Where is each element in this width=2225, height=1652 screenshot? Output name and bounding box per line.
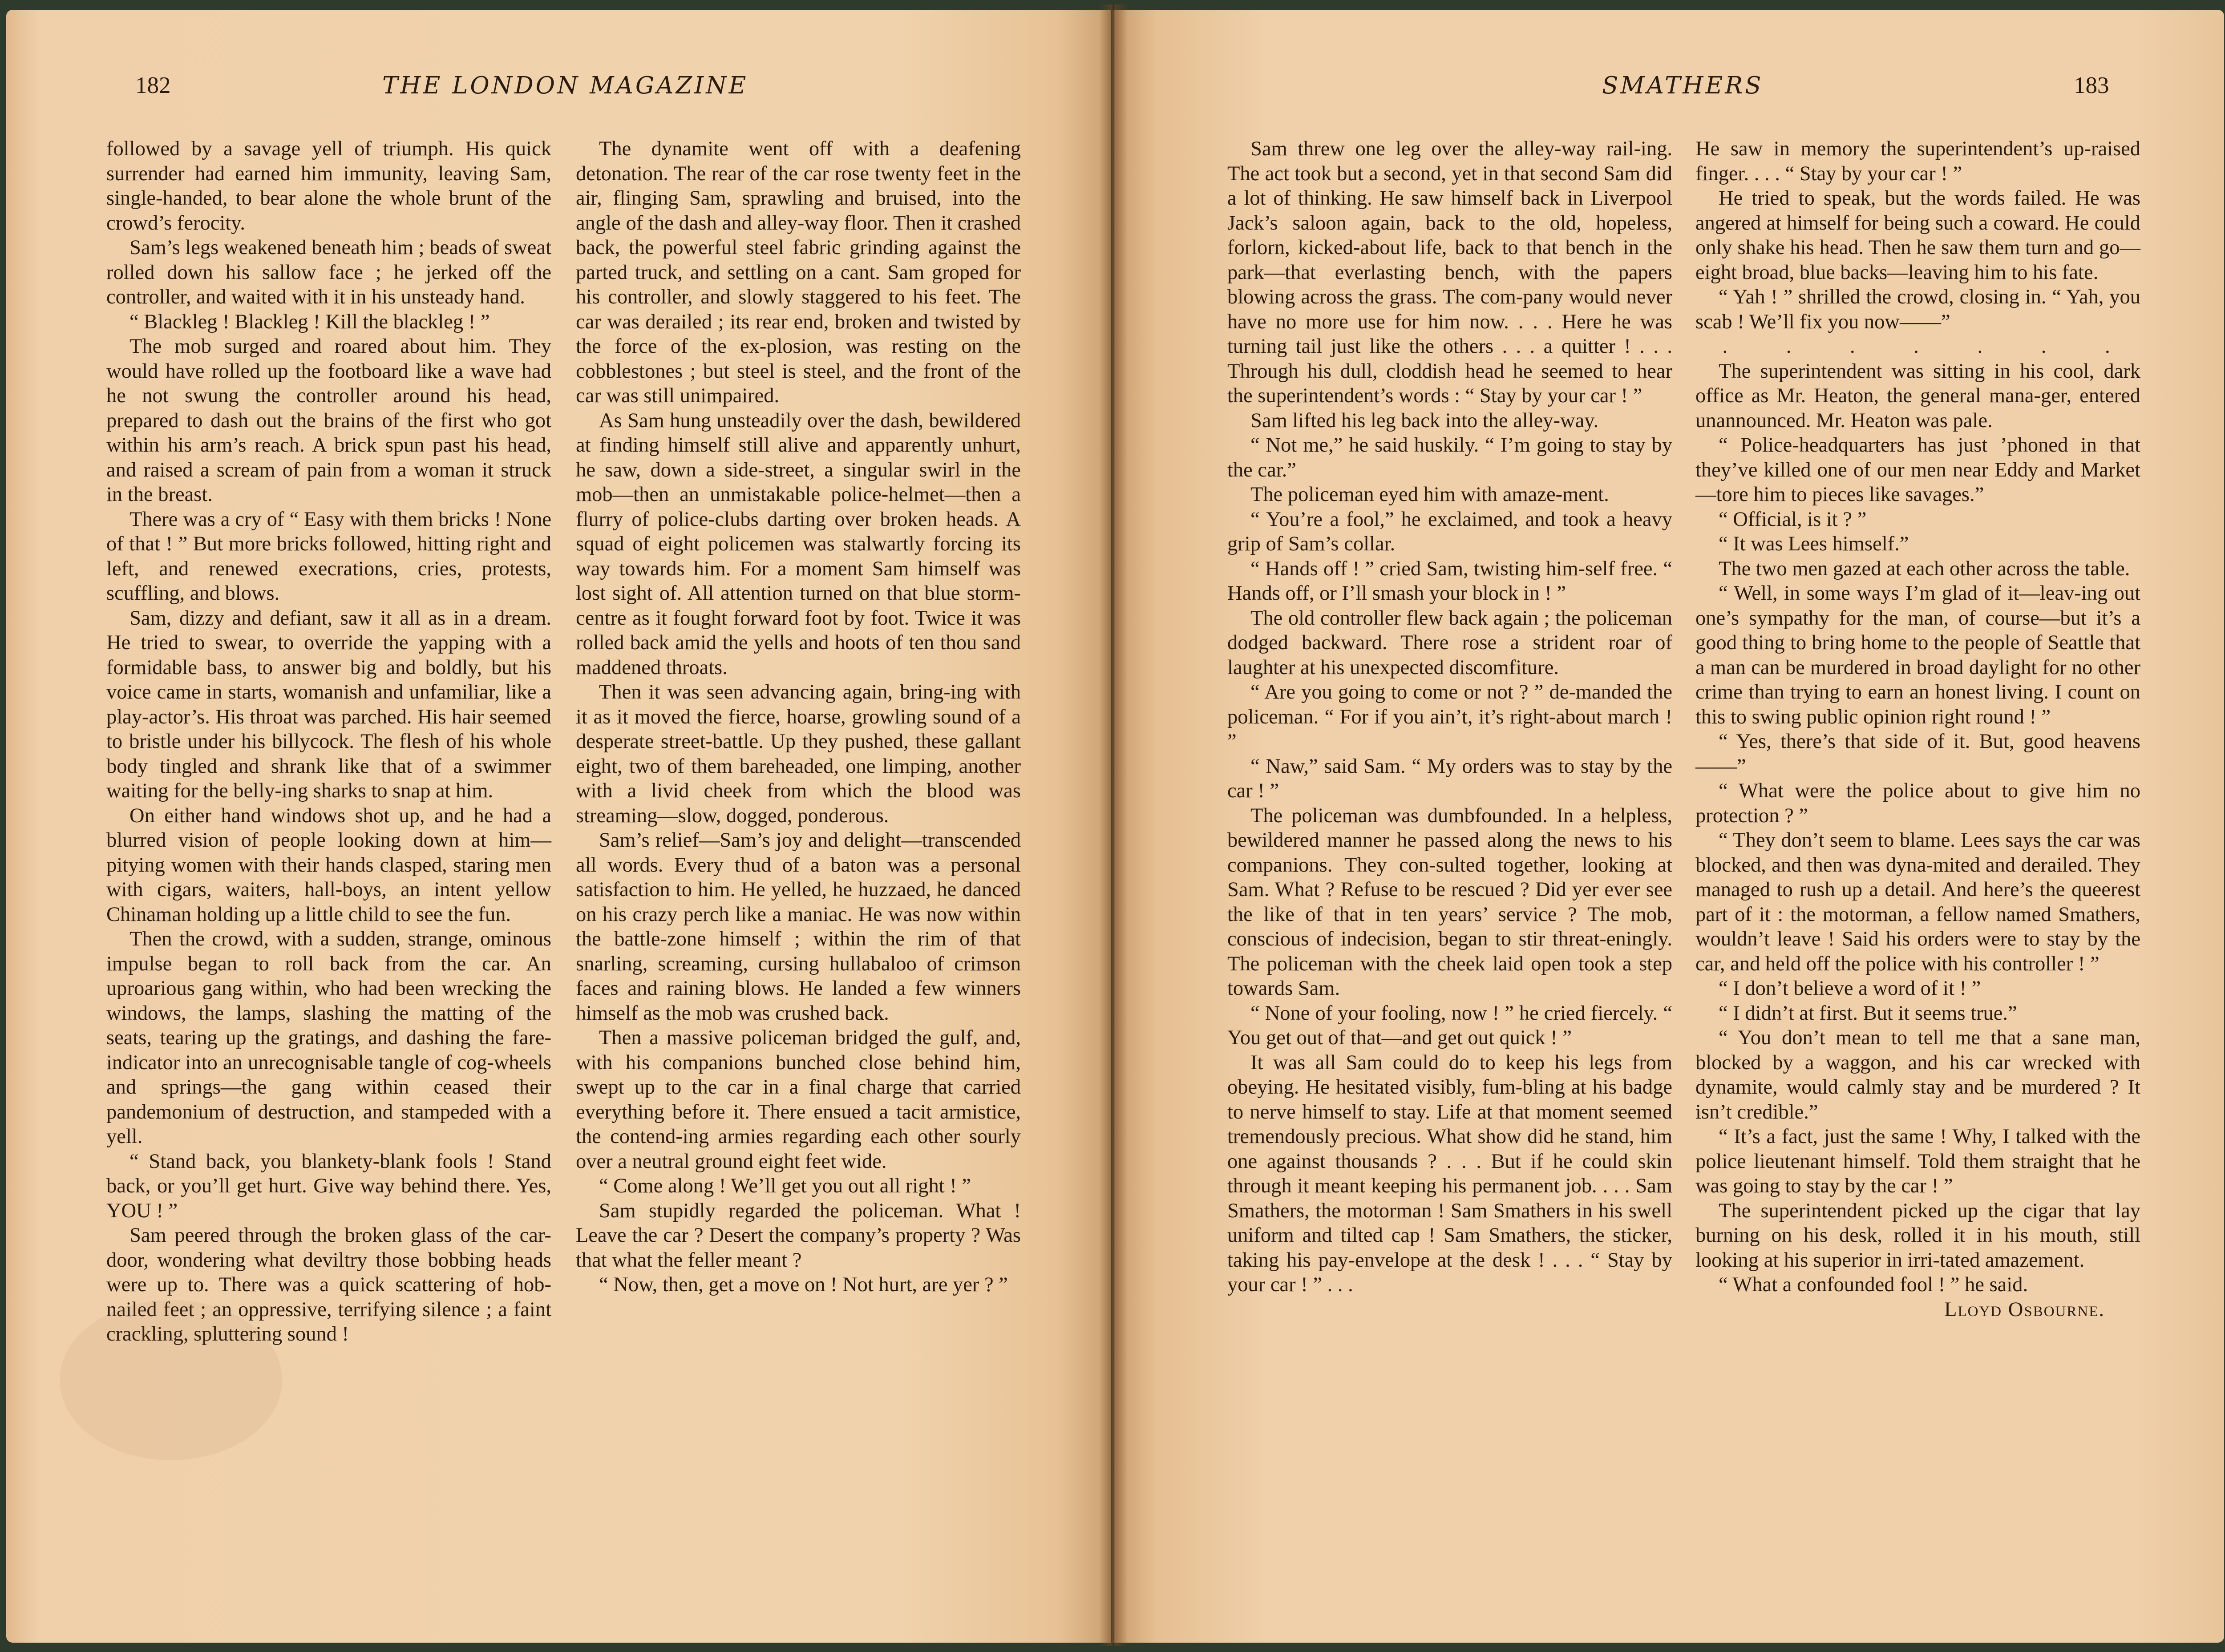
paragraph: Then a massive policeman bridged the gulf, and, with his companions bunched close behind him, swept up to the car in a final charge that carried everything before it. There ensued a tacit armistice, the contend-ing armies regarding each other sourly over a neutral ground eight feet wide. — [576, 1026, 1021, 1173]
paragraph: The superintendent was sitting in his cool, dark office as Mr. Heaton, the general mana-ger, entered unannounced. Mr. Heaton was pale. — [1695, 359, 2140, 432]
paragraph: The old controller flew back again ; the policeman dodged backward. There rose a strident roar of laughter at his unexpected discomfiture. — [1227, 606, 1672, 679]
paragraph: He saw in memory the superintendent’s up-raised finger. . . . “ Stay by your car ! ” — [1695, 137, 2140, 185]
paragraph: Then it was seen advancing again, bring-ing with it as it moved the fierce, hoarse, growling sound of a desperate street-battle. Up they pushed, these gallant eight, two of them bareheaded, one limping, another with a livid cheek from which the blood was streaming—slow, dogged, ponderous. — [576, 681, 1021, 827]
paragraph: As Sam hung unsteadily over the dash, bewildered at finding himself still alive and apparently unhurt, he saw, down a side-street, a singular swirl in the mob—then an unmistakable police-helmet—then a flurry of police-clubs darting over broken heads. A squad of eight policemen was stalwartly forcing its way towards him. For a moment Sam himself was lost sight of. All attention turned on that blue storm-centre as it fought forward foot by foot. Twice it was rolled back amid the yells and hoots of ten thou sand maddened throats. — [576, 409, 1021, 679]
paragraph: “ It was Lees himself.” — [1719, 533, 1909, 555]
paragraph: Sam’s relief—Sam’s joy and delight—transcended all words. Every thud of a baton was a personal satisfaction to him. He yelled, he huzzaed, he danced on his crazy perch like a maniac. He was now within the battle-zone himself ; within the rim of that snarling, screaming, cursing hullabaloo of crimson faces and raining blows. He landed a few winners himself as the mob was crushed back. — [576, 829, 1021, 1025]
left-running-head: THE LONDON MAGAZINE — [382, 72, 748, 99]
right-page — [1112, 10, 2224, 1643]
paragraph: “ What a confounded fool ! ” he said. — [1719, 1273, 2028, 1296]
paragraph: “ Stand back, you blankety-blank fools ! Stand back, or you’ll get hurt. Give way behind there. Yes, YOU ! ” — [106, 1150, 551, 1222]
paragraph: It was all Sam could do to keep his legs from obeying. He hesitated visibly, fum-bling at his badge to nerve himself to stay. Life at that moment seemed tremendously precious. What show did he stand, him one against thousands ? . . . But if he could skin through it meant keeping his permanent job. . . . Sam Smathers, the motorman ! Sam Smathers in his swell uniform and tilted cap ! Sam Smathers, the sticker, taking his pay-envelope at the desk ! . . . “ Stay by your car ! ” . . . — [1227, 1051, 1672, 1296]
paragraph: Sam threw one leg over the alley-way rail-ing. The act took but a second, yet in that second Sam did a lot of thinking. He saw himself back in Liverpool Jack’s saloon again, back to the old, hopeless, forlorn, kicked-about life, back to that bench in the park—that everlasting bench, with the papers blowing across the grass. The com-pany would never have no more use for him now. . . . Here he was turning tail just like the others . . . a quitter ! . . . Through his dull, cloddish head he seemed to hear the superintendent’s words : “ Stay by your car ! ” — [1227, 137, 1672, 407]
paragraph: “ Yah ! ” shrilled the crowd, closing in. “ Yah, you scab ! We’ll fix you now——” — [1695, 286, 2140, 333]
left-column-2 — [576, 137, 1021, 1297]
paragraph: “ Come along ! We’ll get you out all right ! ” — [599, 1175, 971, 1197]
right-column-2 — [1695, 137, 2140, 1322]
paragraph: “ You’re a fool,” he exclaimed, and took a heavy grip of Sam’s collar. — [1227, 508, 1672, 555]
paragraph: “ I don’t believe a word of it ! ” — [1719, 977, 1981, 1000]
paragraph: The mob surged and roared about him. They would have rolled up the footboard like a wave had he not swung the controller around his head, prepared to dash out the brains of the first who got within his arm’s reach. A brick spun past his head, and raised a scream of pain from a woman it struck in the breast. — [106, 335, 551, 506]
paragraph: He tried to speak, but the words failed. He was angered at himself for being such a coward. He could only shake his head. Then he saw them turn and go—eight broad, blue backs—leaving him to his fate. — [1695, 187, 2140, 284]
right-page-number: 183 — [2074, 73, 2109, 98]
paper-stain — [60, 1300, 282, 1460]
paragraph: The policeman was dumbfounded. In a helpless, bewildered manner he passed along the news to his companions. They con-sulted together, looking at Sam. What ? Refuse to be rescued ? Did yer ever see the like of that in ten years’ service ? The mob, conscious of indecision, began to stir threat-eningly. The policeman with the cheek laid open took a step towards Sam. — [1227, 804, 1672, 1000]
paragraph: “ Blackleg ! Blackleg ! Kill the blackleg ! ” — [129, 310, 490, 333]
book-gutter — [1099, 4, 1128, 1646]
paragraph: “ Not me,” he said huskily. “ I’m going to stay by the car.” — [1227, 434, 1672, 481]
paragraph: “ Well, in some ways I’m glad of it—leav-ing out one’s sympathy for the man, of course—but it’s a good thing to bring home to the people of Seattle that a man can be murdered in broad daylight for no other crime than trying to earn an honest living. I count on this to swing public opinion right round ! ” — [1695, 582, 2140, 728]
paragraph: “ Hands off ! ” cried Sam, twisting him-self free. “ Hands off, or I’ll smash your block in ! ” — [1227, 557, 1672, 605]
paragraph: The two men gazed at each other across the table. — [1719, 557, 2130, 580]
paragraph: “ It’s a fact, just the same ! Why, I talked with the police lieutenant himself. Told them straight that he was going to stay by the car ! ” — [1695, 1125, 2140, 1197]
paragraph: Sam, dizzy and defiant, saw it all as in a dream. He tried to swear, to override the yapping with a formidable bass, to answer big and boldly, but his voice came in starts, womanish and unfamiliar, like a play-actor’s. His throat was parched. His hair seemed to bristle under his billycock. The flesh of his whole body tingled and shrank like that of a swimmer waiting for the belly-ing sharks to snap at him. — [106, 606, 551, 802]
paragraph: “ Naw,” said Sam. “ My orders was to stay by the car ! ” — [1227, 755, 1672, 802]
paragraph: Sam peered through the broken glass of the car-door, wondering what deviltry those bobbing heads were up to. There was a quick scattering of hob-nailed feet ; an oppressive, terrifying silence ; a faint crackling, spluttering sound ! — [106, 1224, 551, 1345]
paragraph: The dynamite went off with a deafening detonation. The rear of the car rose twenty feet in the air, flinging Sam, sprawling and bruised, into the angle of the dash and alley-way floor. Then it crashed back, the powerful steel fabric grinding against the parted truck, and settling on a cant. Sam groped for his controller, and slowly staggered to his feet. The car was derailed ; its rear end, broken and twisted by the force of the ex-plosion, was resting on the cobblestones ; but steel is steel, and the front of the car was still unimpaired. — [576, 137, 1021, 407]
paragraph: “ Yes, there’s that side of it. But, good heavens——” — [1695, 730, 2140, 778]
paragraph: “ Official, is it ? ” — [1719, 508, 1867, 531]
paragraph: Then the crowd, with a sudden, strange, ominous impulse began to roll back from the car. An uproarious gang within, who had been wrecking the windows, the lamps, slashing the matting of the seats, tearing up the gratings, and dashing the fare-indicator into an unrecognisable tangle of cog-wheels and springs—the gang within ceased their pandemonium of destruction, and stampeded with a yell. — [106, 928, 551, 1148]
paragraph: . . . . . . . — [1722, 335, 2137, 358]
paragraph: “ What were the police about to give him no protection ? ” — [1695, 780, 2140, 827]
paragraph: Sam lifted his leg back into the alley-way. — [1250, 409, 1599, 432]
paragraph: The superintendent picked up the cigar that lay burning on his desk, rolled it in his mouth, still looking at his superior in irri-tated amazement. — [1695, 1199, 2140, 1272]
paragraph: “ Police-headquarters has just ’phoned in that they’ve killed one of our men near Eddy and Market—tore him to pieces like savages.” — [1695, 434, 2140, 506]
right-running-head: SMATHERS — [1602, 72, 1764, 99]
paragraph: On either hand windows shot up, and he had a blurred vision of people looking down at him—pitying women with their hands clasped, staring men with cigars, waiters, hall-boys, an intent yellow Chinaman holding up a little child to see the fun. — [106, 804, 551, 926]
paragraph: “ None of your fooling, now ! ” he cried fiercely. “ You get out of that—and get out quick ! ” — [1227, 1002, 1672, 1049]
paragraph: There was a cry of “ Easy with them bricks ! None of that ! ” But more bricks followed, hitting right and left, and renewed execrations, cries, protests, scuffling, and blows. — [106, 508, 551, 605]
left-page-number: 182 — [135, 73, 171, 98]
left-page — [6, 10, 1111, 1643]
right-column-1 — [1227, 137, 1672, 1297]
paragraph: Sam’s legs weakened beneath him ; beads of sweat rolled down his sallow face ; he jerked off the controller, and waited with it in his unsteady hand. — [106, 236, 551, 308]
paragraph: “ I didn’t at first. But it seems true.” — [1719, 1002, 2017, 1025]
author-signature: Lloyd Osbourne. — [1944, 1298, 2105, 1321]
paragraph: The policeman eyed him with amaze-ment. — [1250, 483, 1609, 506]
paragraph: “ They don’t seem to blame. Lees says the car was blocked, and then was dyna-mited and derailed. They managed to rush up a detail. And here’s the queerest part of it : the motorman, a fellow named Smathers, wouldn’t leave ! Said his orders were to stay by the car, and held off the police with his controller ! ” — [1695, 829, 2140, 975]
paragraph: Sam stupidly regarded the policeman. What ! Leave the car ? Desert the company’s property ? Was that what the feller meant ? — [576, 1199, 1021, 1272]
left-column-1 — [106, 137, 551, 1347]
paragraph: followed by a savage yell of triumph. His quick surrender had earned him immunity, leaving Sam, single-handed, to bear alone the whole brunt of the crowd’s ferocity. — [106, 137, 551, 234]
paragraph: “ You don’t mean to tell me that a sane man, blocked by a waggon, and his car wrecked with dynamite, would calmly stay and be murdered ? It isn’t credible.” — [1695, 1026, 2140, 1123]
paragraph: “ Now, then, get a move on ! Not hurt, are yer ? ” — [599, 1273, 1008, 1296]
paragraph: “ Are you going to come or not ? ” de-manded the policeman. “ For if you ain’t, it’s right-about march ! ” — [1227, 681, 1672, 753]
